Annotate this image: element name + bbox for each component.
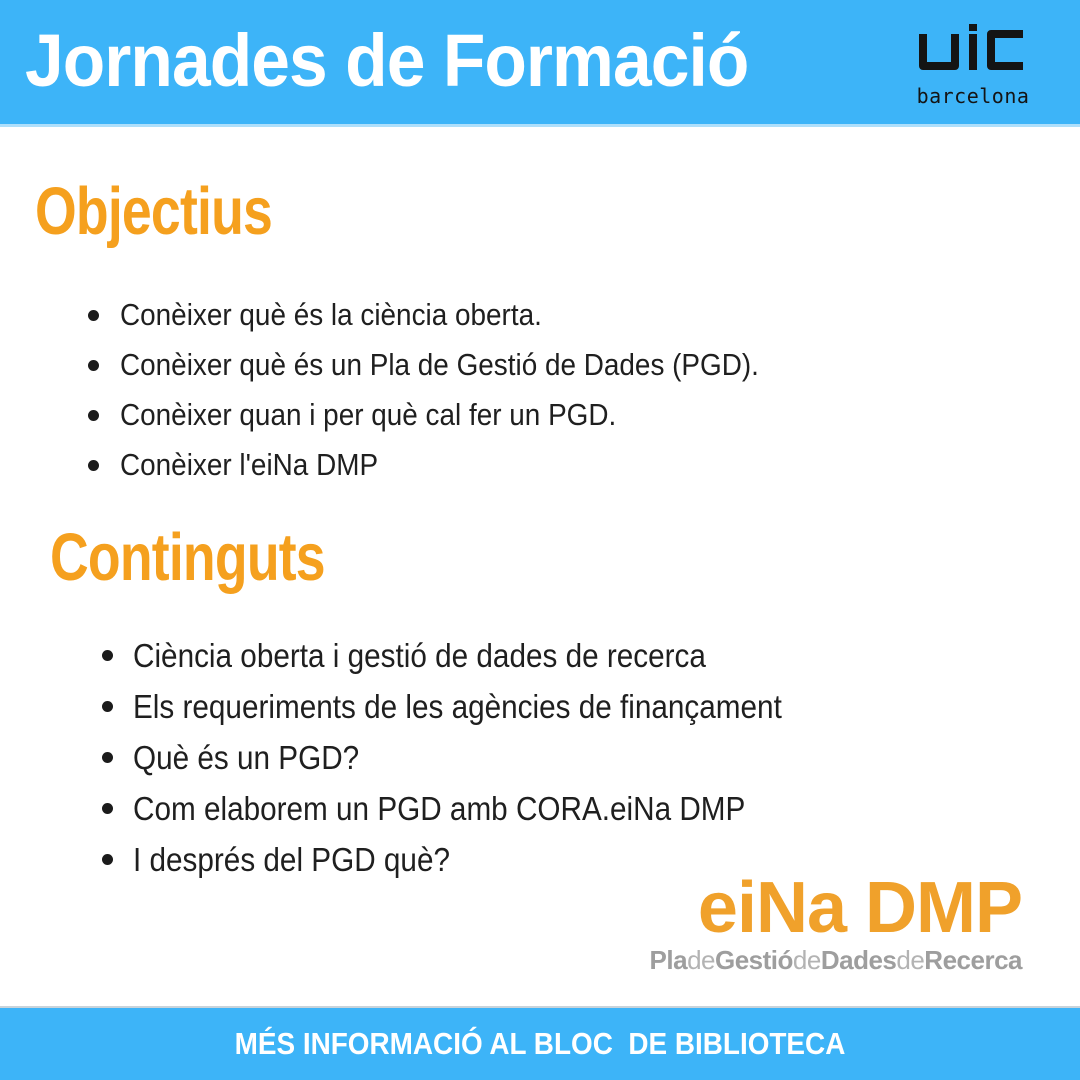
list-item-text: Els requeriments de les agències de finançament bbox=[133, 688, 782, 725]
list-item-text: Conèixer què és la ciència oberta. bbox=[120, 297, 542, 332]
list-item-text: Com elaborem un PGD amb CORA.eiNa DMP bbox=[133, 790, 746, 827]
eina-dmp-logo-title: eiNa DMP bbox=[697, 868, 1022, 948]
list-item-text: Què és un PGD? bbox=[133, 739, 360, 776]
footer-text: MÉS INFORMACIÓ AL BLOC DE BIBLIOTECA bbox=[234, 1026, 846, 1061]
list-item bbox=[88, 440, 830, 490]
list-item-text: Conèixer l'eiNa DMP bbox=[120, 447, 379, 482]
subtitle-segment: Recerca bbox=[924, 945, 1022, 975]
subtitle-segment: Pla bbox=[649, 945, 688, 975]
list-item bbox=[102, 630, 854, 681]
objectius-list bbox=[88, 290, 830, 490]
list-item bbox=[102, 681, 854, 732]
list-item-text: I després del PGD què? bbox=[133, 841, 450, 878]
subtitle-segment: de bbox=[896, 945, 925, 975]
section-heading-objectius: Objectius bbox=[35, 174, 273, 249]
list-item-text: Conèixer quan i per què cal fer un PGD. bbox=[120, 397, 617, 432]
subtitle-segment: Dades bbox=[820, 945, 897, 975]
list-item-text: Conèixer què és un Pla de Gestió de Dades (PGD). bbox=[120, 347, 759, 382]
list-item bbox=[102, 783, 854, 834]
uic-logo-icon bbox=[914, 22, 1032, 82]
subtitle-segment: de bbox=[687, 945, 715, 975]
uic-logo-city-label: barcelona bbox=[916, 84, 1030, 108]
header-band bbox=[0, 0, 1080, 127]
subtitle-segment: Gestió bbox=[714, 945, 793, 975]
eina-dmp-logo-subtitle bbox=[650, 947, 1022, 973]
eina-dmp-logo bbox=[649, 868, 1022, 975]
list-item bbox=[88, 290, 830, 340]
footer-band bbox=[0, 1006, 1080, 1080]
continguts-list bbox=[102, 630, 854, 885]
page-title: Jornades de Formació bbox=[25, 19, 749, 102]
list-item-text: Ciència oberta i gestió de dades de recerca bbox=[133, 637, 706, 674]
uic-barcelona-logo bbox=[912, 22, 1034, 106]
subtitle-segment: de bbox=[792, 945, 821, 975]
section-heading-continguts: Continguts bbox=[50, 520, 325, 595]
list-item bbox=[102, 732, 854, 783]
list-item bbox=[88, 340, 830, 390]
list-item bbox=[88, 390, 830, 440]
